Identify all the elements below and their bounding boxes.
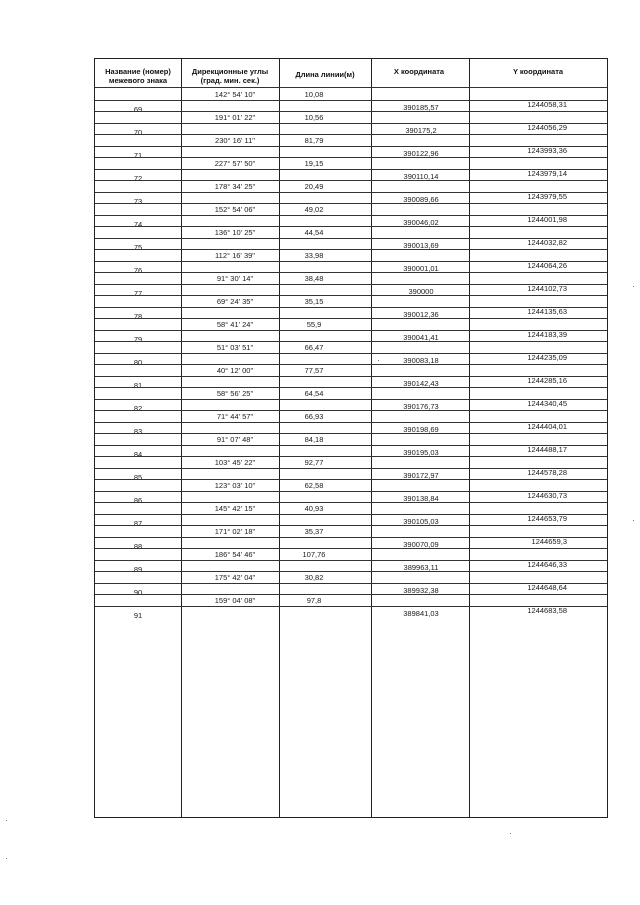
column-divider (371, 59, 372, 817)
direction-angle: 123° 03' 10" (214, 480, 256, 490)
row-divider (95, 180, 607, 181)
x-coordinate: 390185,57 (403, 102, 439, 112)
y-coordinate: 1244032,82 (527, 238, 567, 247)
line-length: 55,9 (306, 319, 322, 329)
boundary-mark-number: 78 (133, 311, 143, 321)
row-divider (181, 238, 607, 239)
y-coordinate: 1243979,55 (527, 192, 567, 201)
row-divider (95, 583, 181, 584)
row-divider (95, 376, 181, 377)
row-divider (181, 376, 607, 377)
row-divider (181, 560, 607, 561)
row-divider (181, 537, 607, 538)
boundary-mark-number: 86 (133, 495, 143, 505)
row-divider (95, 433, 607, 434)
row-divider (95, 330, 181, 331)
direction-angle: 230° 16' 11" (215, 135, 255, 145)
direction-angle: 191° 01' 22" (214, 112, 256, 122)
scan-speck (6, 820, 7, 821)
row-divider (95, 169, 181, 170)
boundary-mark-number: 85 (133, 472, 143, 482)
y-coordinate: 1244404,01 (527, 422, 567, 431)
scan-speck (633, 520, 634, 521)
row-divider (95, 134, 607, 135)
row-divider (95, 272, 607, 273)
x-coordinate: 390142,43 (403, 378, 439, 388)
line-length: 66,47 (304, 342, 324, 352)
row-divider (95, 203, 607, 204)
y-coordinate: 1244102,73 (527, 284, 567, 293)
row-divider (181, 330, 607, 331)
row-divider (181, 192, 607, 193)
row-divider (95, 364, 607, 365)
x-coordinate: 390172,97 (403, 470, 439, 480)
line-length: 84,18 (304, 434, 324, 444)
row-divider (95, 249, 607, 250)
line-length: 35,37 (304, 526, 324, 536)
row-divider (181, 583, 607, 584)
header-name: Название (номер) межевого знака (105, 67, 171, 85)
direction-angle: 175° 42' 04" (214, 572, 256, 582)
row-divider (95, 606, 181, 607)
boundary-mark-number: 89 (133, 564, 143, 574)
boundary-mark-number: 87 (133, 518, 143, 528)
boundary-mark-number: 91 (133, 610, 143, 620)
x-coordinate: 390138,84 (403, 493, 439, 503)
row-divider (181, 399, 607, 400)
row-divider (95, 468, 181, 469)
boundary-mark-number: 72 (133, 173, 143, 183)
boundary-mark-number: 88 (133, 541, 143, 551)
row-divider (95, 445, 181, 446)
x-coordinate: 390176,73 (403, 401, 439, 411)
direction-angle: 40° 12' 00" (216, 365, 254, 375)
boundary-mark-number: 77 (133, 288, 143, 298)
header-length: Длина линии(м) (295, 70, 355, 79)
line-length: 49,02 (304, 204, 324, 214)
row-divider (95, 295, 607, 296)
row-divider (181, 284, 607, 285)
row-divider (181, 123, 607, 124)
boundary-mark-number: 74 (133, 219, 143, 229)
boundary-mark-number: 76 (133, 265, 143, 275)
y-coordinate: 1244659,3 (531, 537, 567, 546)
scan-speck (633, 286, 634, 287)
x-coordinate: 390198,69 (403, 424, 439, 434)
y-coordinate: 1244001,98 (527, 215, 567, 224)
row-divider (95, 215, 181, 216)
row-divider (95, 111, 607, 112)
row-divider (95, 399, 181, 400)
boundary-mark-number: 79 (133, 334, 143, 344)
scan-speck (378, 360, 379, 361)
row-divider (181, 169, 607, 170)
y-coordinate: 1244285,16 (527, 376, 567, 385)
row-divider (95, 560, 181, 561)
x-coordinate: 390046,02 (403, 217, 439, 227)
boundary-mark-number: 81 (133, 380, 143, 390)
direction-angle: 51° 03' 51" (216, 342, 254, 352)
direction-angle: 171° 02' 18" (214, 526, 256, 536)
direction-angle: 58° 41' 24" (216, 319, 254, 329)
boundary-mark-number: 84 (133, 449, 143, 459)
header-y: Y координата (512, 67, 564, 76)
x-coordinate: 389841,03 (403, 608, 439, 618)
y-coordinate: 1244653,79 (527, 514, 567, 523)
x-coordinate: 390001,01 (403, 263, 439, 273)
row-divider (95, 100, 181, 101)
x-coordinate: 390012,36 (403, 309, 439, 319)
row-divider (95, 307, 181, 308)
row-divider (95, 226, 607, 227)
direction-angle: 152° 54' 06" (214, 204, 256, 214)
x-coordinate: 390195,03 (403, 447, 439, 457)
y-coordinate: 1244683,58 (527, 606, 567, 615)
y-coordinate: 1243993,36 (527, 146, 567, 155)
row-divider (95, 353, 181, 354)
line-length: 107,76 (302, 549, 326, 559)
direction-angle: 91° 30' 14" (216, 273, 254, 283)
coordinates-table (94, 58, 608, 818)
y-coordinate: 1244340,45 (527, 399, 567, 408)
y-coordinate: 1244064,26 (527, 261, 567, 270)
boundary-mark-number: 82 (133, 403, 143, 413)
direction-angle: 103° 45' 22" (214, 457, 256, 467)
line-length: 10,56 (304, 112, 324, 122)
line-length: 35,15 (304, 296, 324, 306)
direction-angle: 142° 54' 10" (214, 89, 256, 99)
boundary-mark-number: 83 (133, 426, 143, 436)
y-coordinate: 1244578,28 (527, 468, 567, 477)
y-coordinate: 1244235,09 (527, 353, 567, 362)
line-length: 20,49 (304, 181, 324, 191)
direction-angle: 58° 56' 25" (216, 388, 254, 398)
scan-speck (510, 833, 511, 834)
y-coordinate: 1243979,14 (527, 169, 567, 178)
header-x: X координата (393, 67, 445, 76)
column-divider (469, 59, 470, 817)
direction-angle: 178° 34' 25" (214, 181, 256, 191)
row-divider (95, 491, 181, 492)
row-divider (181, 468, 607, 469)
row-divider (95, 514, 181, 515)
boundary-mark-number: 75 (133, 242, 143, 252)
x-coordinate: 390070,09 (403, 539, 439, 549)
y-coordinate: 1244135,63 (527, 307, 567, 316)
line-length: 33,98 (304, 250, 324, 260)
row-divider (95, 422, 181, 423)
direction-angle: 186° 54' 46" (214, 549, 256, 559)
row-divider (181, 146, 607, 147)
line-length: 64,54 (304, 388, 324, 398)
y-coordinate: 1244646,33 (527, 560, 567, 569)
row-divider (95, 123, 181, 124)
row-divider (181, 353, 607, 354)
row-divider (95, 537, 181, 538)
x-coordinate: 390000 (408, 286, 434, 296)
direction-angle: 227° 57' 50" (214, 158, 256, 168)
y-coordinate: 1244183,39 (527, 330, 567, 339)
x-coordinate: 390013,69 (403, 240, 439, 250)
y-coordinate: 1244058,31 (527, 100, 567, 109)
row-divider (95, 318, 607, 319)
direction-angle: 71° 44' 57" (216, 411, 254, 421)
row-divider (181, 514, 607, 515)
row-divider (95, 548, 607, 549)
boundary-mark-number: 80 (133, 357, 143, 367)
row-divider (181, 100, 607, 101)
row-divider (181, 422, 607, 423)
row-divider (95, 456, 607, 457)
x-coordinate: 390122,96 (403, 148, 439, 158)
scan-speck (6, 858, 7, 859)
column-divider (181, 59, 182, 817)
line-length: 19,15 (304, 158, 324, 168)
header-angle: Дирекционные углы (град. мин. сек.) (191, 67, 269, 85)
line-length: 77,57 (304, 365, 324, 375)
boundary-mark-number: 73 (133, 196, 143, 206)
row-divider (181, 445, 607, 446)
row-divider (95, 238, 181, 239)
row-divider (95, 502, 607, 503)
y-coordinate: 1244630,73 (527, 491, 567, 500)
line-length: 62,58 (304, 480, 324, 490)
line-length: 92,77 (304, 457, 324, 467)
row-divider (95, 284, 181, 285)
row-divider (181, 491, 607, 492)
boundary-mark-number: 71 (133, 150, 143, 160)
direction-angle: 91° 07' 48" (216, 434, 254, 444)
direction-angle: 145° 42' 15" (214, 503, 256, 513)
row-divider (95, 341, 607, 342)
line-length: 10,08 (304, 89, 324, 99)
row-divider (95, 410, 607, 411)
row-divider (95, 387, 607, 388)
row-divider (95, 594, 607, 595)
x-coordinate: 389932,38 (403, 585, 439, 595)
row-divider (181, 215, 607, 216)
row-divider (95, 261, 181, 262)
line-length: 66,93 (304, 411, 324, 421)
row-divider (181, 307, 607, 308)
row-divider (95, 525, 607, 526)
x-coordinate: 390041,41 (403, 332, 439, 342)
y-coordinate: 1244056,29 (527, 123, 567, 132)
row-divider (181, 606, 607, 607)
boundary-mark-number: 70 (133, 127, 143, 137)
direction-angle: 136° 10' 25" (214, 227, 256, 237)
row-divider (95, 571, 607, 572)
row-divider (95, 479, 607, 480)
line-length: 81,79 (304, 135, 324, 145)
boundary-mark-number: 90 (133, 587, 143, 597)
row-divider (95, 192, 181, 193)
line-length: 30,82 (304, 572, 324, 582)
row-divider (95, 157, 607, 158)
line-length: 97,8 (306, 595, 322, 605)
boundary-mark-number: 69 (133, 104, 143, 114)
x-coordinate: 390175,2 (405, 125, 437, 135)
x-coordinate: 390110,14 (403, 171, 439, 181)
line-length: 40,93 (304, 503, 324, 513)
row-divider (181, 261, 607, 262)
y-coordinate: 1244648,64 (527, 583, 567, 592)
x-coordinate: 390083,18 (403, 355, 439, 365)
line-length: 44,54 (304, 227, 324, 237)
direction-angle: 69° 24' 35" (216, 296, 254, 306)
x-coordinate: 389963,11 (403, 562, 439, 572)
header-divider (95, 87, 607, 88)
x-coordinate: 390089,66 (403, 194, 439, 204)
x-coordinate: 390105,03 (403, 516, 439, 526)
y-coordinate: 1244488,17 (527, 445, 567, 454)
row-divider (95, 146, 181, 147)
line-length: 38,48 (304, 273, 324, 283)
direction-angle: 159° 04' 08" (214, 595, 256, 605)
direction-angle: 112° 16' 39" (215, 250, 255, 260)
